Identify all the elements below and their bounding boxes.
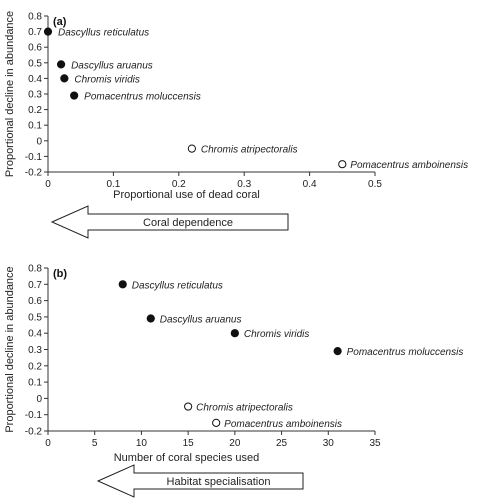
x-tick-label: 20 [229,438,241,449]
y-tick-label: 0.7 [28,279,42,291]
x-tick-label: 0.3 [237,179,252,190]
arrow-label: Coral dependence [143,217,233,229]
y-axis-title: Proportional decline in abundance [4,266,16,433]
x-tick-label: 5 [91,438,98,449]
y-tick-label: 0.6 [28,42,42,54]
data-point [339,161,346,168]
data-point [57,61,64,68]
y-tick-label: 0.4 [28,328,42,340]
point-label: Dascyllus reticulatus [131,280,223,292]
y-tick-label: 0.1 [28,120,42,132]
data-point [147,315,154,322]
x-tick-label: 25 [276,438,288,449]
point-label: Chromis viridis [74,74,140,86]
y-tick-label: -0.2 [24,167,42,179]
point-label: Pomacentrus amboinensis [350,160,469,172]
panel-label: (b) [53,268,68,280]
y-tick-label: 0.5 [28,312,42,324]
point-label: Dascyllus aruanus [159,314,242,326]
x-tick-label: 0 [45,438,51,449]
y-tick-label: 0 [36,393,42,405]
y-tick-label: 0.5 [28,58,42,70]
data-point [61,75,68,82]
data-point [231,330,238,337]
data-point [213,419,220,426]
data-point [188,145,195,152]
point-label: Chromis viridis [243,329,310,341]
x-tick-label: 30 [322,438,334,449]
x-tick-label: 0.1 [106,179,121,190]
y-tick-label: 0.6 [28,296,42,308]
point-label: Pomacentrus moluccensis [84,91,201,103]
y-tick-label: 0.1 [28,377,42,389]
y-tick-label: 0.7 [28,27,42,39]
y-tick-label: 0.4 [28,73,42,85]
data-point [334,348,341,355]
x-tick-label: 15 [182,438,194,449]
point-label: Chromis atripectoralis [196,402,293,414]
point-label: Chromis atripectoralis [200,144,298,156]
y-tick-label: 0.8 [28,11,42,23]
y-axis-title: Proportional decline in abundance [4,10,16,178]
y-tick-label: 0.2 [28,361,42,373]
y-tick-label: 0 [36,136,42,148]
point-label: Dascyllus aruanus [71,60,153,72]
y-tick-label: -0.1 [24,410,42,422]
panel-label: (a) [53,16,67,28]
arrow-label: Habitat specialisation [166,476,271,488]
y-tick-label: 0.8 [28,263,42,275]
y-tick-label: 0.3 [28,345,42,356]
data-point [44,28,51,35]
x-axis-title: Number of coral species used [113,452,260,464]
x-tick-label: 0 [45,179,51,190]
y-tick-label: -0.2 [24,426,42,438]
point-label: Pomacentrus moluccensis [346,347,464,359]
x-axis-title: Proportional use of dead coral [113,189,260,201]
data-point [71,92,78,99]
y-tick-label: 0.3 [28,89,42,101]
y-tick-label: 0.2 [28,105,42,117]
point-label: Dascyllus reticulatus [58,27,150,39]
x-tick-label: 0.4 [302,179,317,190]
x-tick-label: 35 [369,438,381,449]
x-tick-label: 0.2 [171,179,186,190]
data-point [119,281,126,288]
data-point [185,403,192,410]
point-label: Pomacentrus amboinensis [224,418,343,430]
x-tick-label: 10 [135,438,147,449]
y-tick-label: -0.1 [24,151,42,163]
x-tick-label: 0.5 [368,179,382,190]
